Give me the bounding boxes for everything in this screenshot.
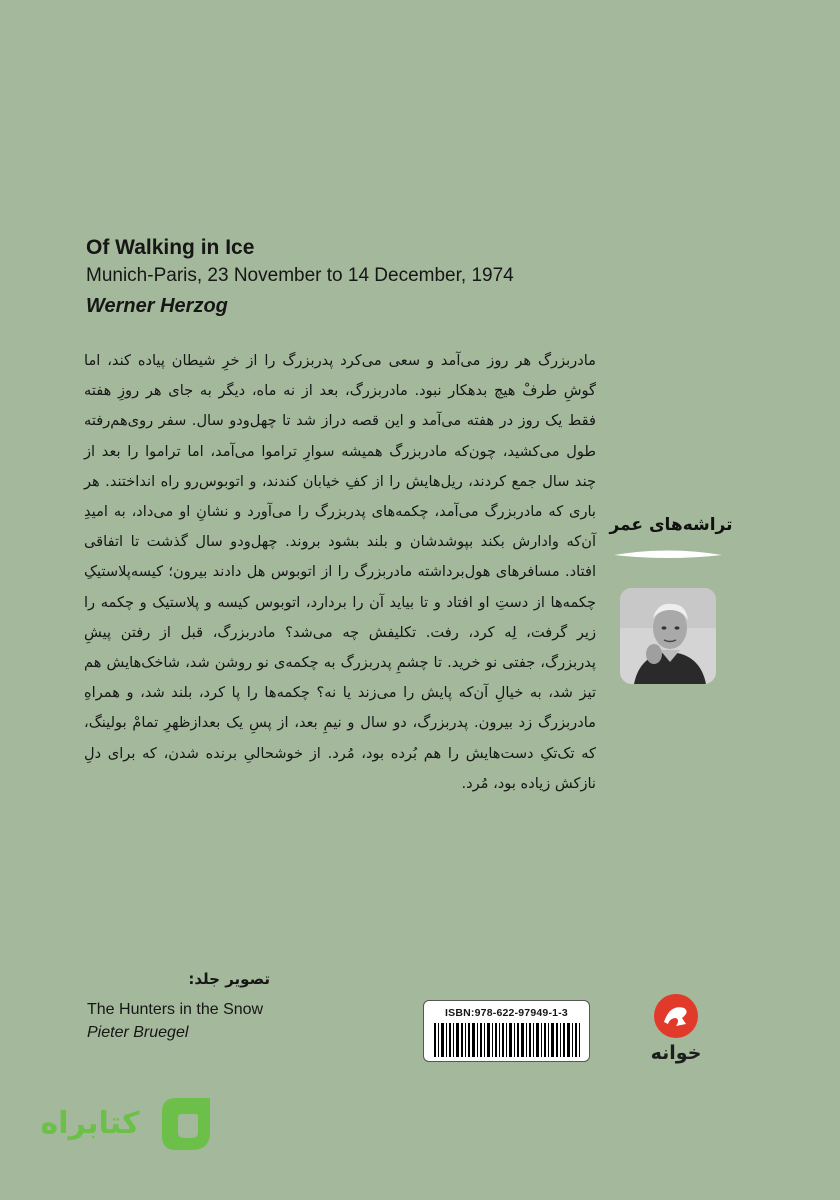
book-subtitle: Munich-Paris, 23 November to 14 December, 1974	[86, 265, 514, 286]
blurb-text: مادربزرگ هر روز می‌آمد و سعی می‌کرد پدربزرگ را از خرِ شیطان پیاده کند، اما گوشِ طرفْ هیچ بدهکار نبود. مادربزرگ، بعد از نه ماه، دیگر به جای هر روزِ هفته فقط یک روز در هفته می‌آمد و این قصه دراز شد تا چهل‌ودو سال. سفر روی‌هم‌رفته طول می‌کشید، چون‌که مادربزرگ همیشه سوارِ تراموا می‌آمد، اما تراموا را بعد از چند سال جمع کردند، ریل‌هایش را از کفِ خیابان کندند، و اتوبوس‌رو راه انداختند. هر باری که مادربزرگ می‌آمد، چکمه‌های پدربزرگ را می‌آورد و نشانِ او می‌داد، به امیدِ آن‌که وادارش بکند بپوشدشان و بلند بشود بروند. چهل‌ودو سال گذشت تا اتفاقی افتاد. مسافرهای هول‌برداشته مادربزرگ را از اتوبوس هل دادند بیرون؛ کیسه‌پلاستیکِ چکمه‌ها از دستِ او افتاد و تا بیاید آن را بردارد، اتوبوس کیسه و پلاستیک و چکمه را زیر گرفت، لِه کرد، رفت. تکلیفش چه می‌شد؟ مادربزرگ، قبل از رفتن پیشِ پدربزرگ، جفتی نو خرید. تا چشمِ پدربزرگ به چکمه‌ی نو روشن شد، شاخک‌هایش هم تیز شد، به خیالِ آن‌که پایش را می‌زند یا نه؟ چکمه‌ها را پا کرد، بلند شد، و همراهِ مادربزرگ زد بیرون. پدربزرگ، دو سال و نیمِ بعد، از پسِ یک بعدازظهرِ تمامْ بولینگ، که تک‌تکِ دست‌هایش را هم بُرده بود، مُرد. از خوشحالیِ برنده شدن، که برای دلِ نازکش زیاده بود، مُرد.	[84, 352, 596, 792]
store-name: کتابراه	[40, 1106, 140, 1141]
book-author: Werner Herzog	[86, 295, 228, 317]
book-title: Of Walking in Ice	[86, 236, 255, 259]
isbn-barcode	[423, 1000, 590, 1062]
cover-credit-label: تصویر جلد:	[188, 970, 270, 988]
cover-painting-title: The Hunters in the Snow	[87, 1001, 264, 1018]
isbn-text: ISBN:978-622-97949-1-3	[445, 1007, 568, 1019]
swoosh-decoration	[612, 548, 724, 562]
series-label: تراشه‌های عمر	[609, 515, 733, 535]
barcode-icon	[434, 1023, 580, 1057]
author-portrait	[620, 588, 716, 684]
cover-artist-name: Pieter Bruegel	[87, 1024, 189, 1041]
author-portrait-icon	[620, 588, 716, 684]
title-block	[86, 234, 646, 320]
publisher-name: خوانه	[650, 1042, 702, 1064]
